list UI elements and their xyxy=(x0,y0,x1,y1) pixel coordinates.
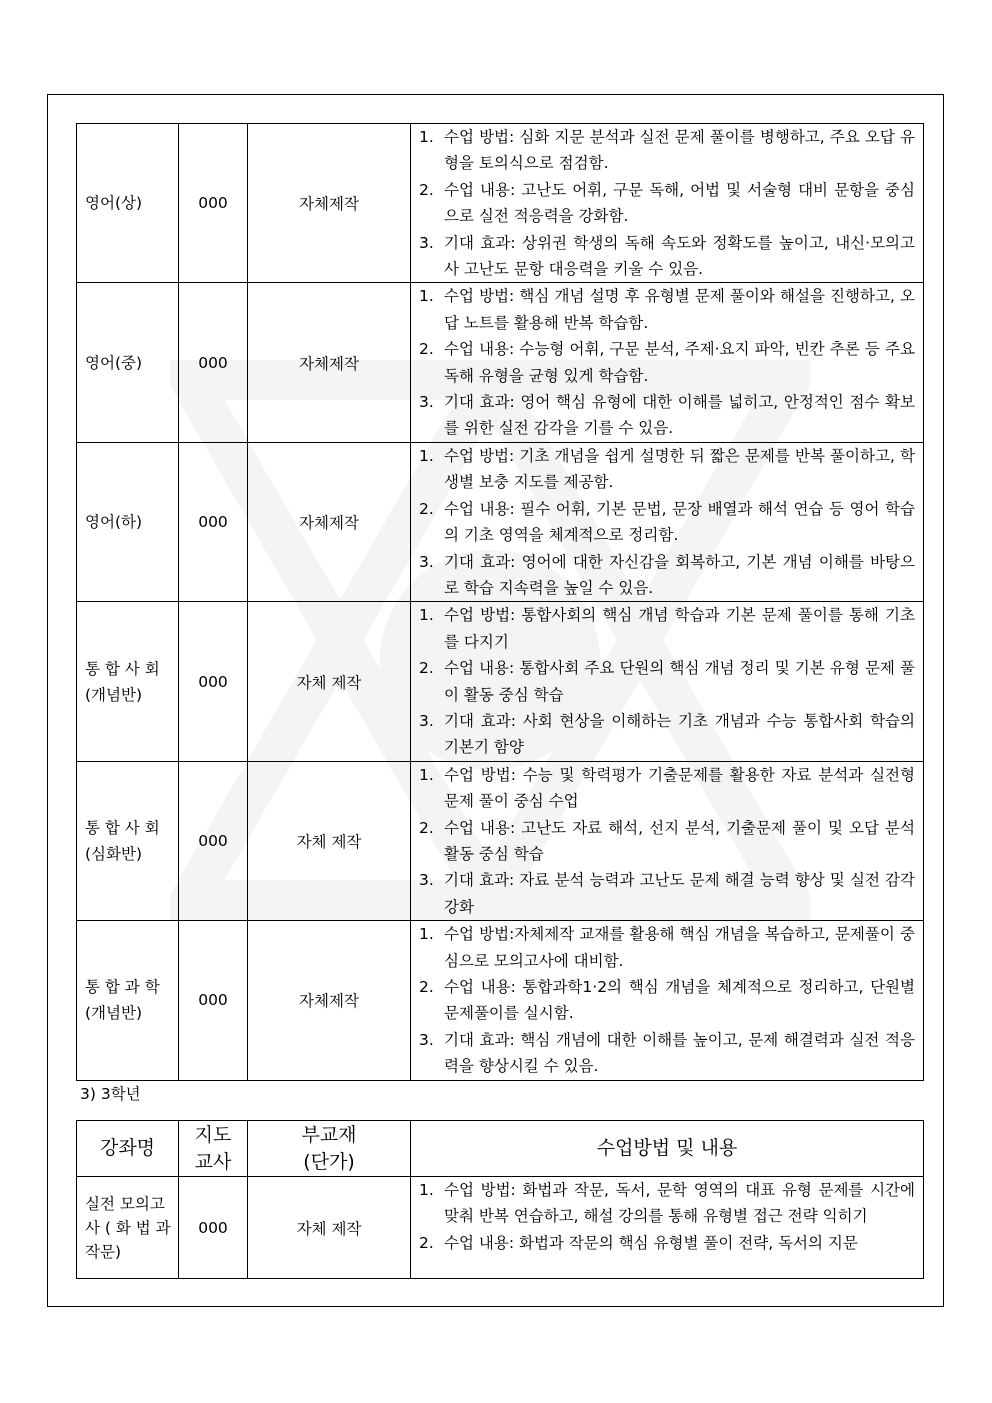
description-item xyxy=(417,549,915,602)
table-row xyxy=(77,283,924,442)
section-title: 3) 3학년 xyxy=(80,1085,141,1103)
description-cell xyxy=(411,921,924,1080)
item-text: 수업 내용: 고난도 자료 해석, 선지 분석, 기출문제 풀이 및 오답 분석 활동 중심 학습 xyxy=(444,818,915,863)
table-header-row xyxy=(77,1121,924,1177)
table-row xyxy=(77,124,924,283)
course-name-cell xyxy=(77,1177,179,1279)
description-list xyxy=(417,921,915,1079)
description-cell xyxy=(411,124,924,283)
item-text: 수업 방법: 통합사회의 핵심 개념 학습과 기본 문제 풀이를 통해 기초를 다지기 xyxy=(444,606,915,651)
header-material-line2: (단가) xyxy=(303,1150,355,1173)
item-number: 2. xyxy=(419,1233,434,1252)
item-number: 2. xyxy=(419,499,434,518)
item-number: 1. xyxy=(419,287,434,306)
description-list xyxy=(417,602,915,760)
item-text: 기대 효과: 상위권 학생의 독해 속도와 정확도를 높이고, 내신·모의고사 고난도 문항 대응력을 키울 수 있음. xyxy=(444,233,915,279)
item-text: 수업 내용: 필수 어휘, 기본 문법, 문장 배열과 해석 연습 등 영어 학습의 기초 영역을 체계적으로 정리함. xyxy=(444,499,915,545)
item-number: 2. xyxy=(419,818,434,837)
item-number: 3. xyxy=(419,711,434,730)
description-item xyxy=(417,283,915,336)
material-cell: 자체 제작 xyxy=(248,602,411,761)
material-cell: 자체제작 xyxy=(248,921,411,1080)
item-number: 1. xyxy=(419,606,434,625)
description-cell xyxy=(411,442,924,601)
teacher-cell: 000 xyxy=(179,921,248,1080)
item-text: 수업 방법: 수능 및 학력평가 기출문제를 활용한 자료 분석과 실전형 문제 풀이 중심 수업 xyxy=(444,765,915,811)
description-item xyxy=(417,124,915,177)
item-number: 2. xyxy=(419,978,434,996)
description-list xyxy=(417,762,915,920)
header-material xyxy=(248,1121,411,1177)
item-text: 수업 내용: 통합사회 주요 단원의 핵심 개념 정리 및 기본 유형 문제 풀이 활동 중심 학습 xyxy=(444,659,915,704)
item-text: 수업 방법:자체제작 교재를 활용해 핵심 개념을 복습하고, 문제풀이 중심으로 모의고사에 대비함. xyxy=(444,925,915,970)
teacher-cell: 000 xyxy=(179,124,248,283)
description-item xyxy=(417,655,915,708)
item-number: 1. xyxy=(419,925,434,944)
course-name-line: 작문) xyxy=(85,1242,121,1261)
course-name-cell xyxy=(77,761,179,920)
description-cell xyxy=(411,283,924,442)
description-item xyxy=(417,230,915,283)
item-number: 2. xyxy=(419,180,434,199)
teacher-cell: 000 xyxy=(179,1177,248,1279)
header-course-name xyxy=(77,1121,179,1177)
header-teacher xyxy=(179,1121,248,1177)
course-name-line: 영어(상) xyxy=(85,194,143,213)
header-teacher-line1: 지도 xyxy=(194,1123,232,1146)
description-item xyxy=(417,177,915,230)
item-number: 1. xyxy=(419,446,434,465)
description-item xyxy=(417,974,915,1027)
course-name-line: 통 합 사 회 xyxy=(85,659,160,678)
item-text: 수업 방법: 핵심 개념 설명 후 유형별 문제 풀이와 해설을 진행하고, 오답 노트를 활용해 반복 학습함. xyxy=(444,287,915,332)
item-text: 기대 효과: 자료 분석 능력과 고난도 문제 해결 능력 향상 및 실전 감각 강화 xyxy=(444,871,915,916)
course-name-cell xyxy=(77,124,179,283)
teacher-cell: 000 xyxy=(179,761,248,920)
course-name-line: (개념반) xyxy=(85,1004,143,1023)
description-list xyxy=(417,124,915,282)
material-cell: 자체 제작 xyxy=(248,761,411,920)
header-material-line1: 부교재 xyxy=(301,1123,357,1146)
table-row xyxy=(77,602,924,761)
teacher-cell: 000 xyxy=(179,602,248,761)
item-text: 수업 방법: 심화 지문 분석과 실전 문제 풀이를 병행하고, 주요 오답 유형을 토의식으로 점검함. xyxy=(444,128,915,173)
item-number: 2. xyxy=(419,659,434,678)
item-text: 수업 방법: 화법과 작문, 독서, 문학 영역의 대표 유형 문제를 시간에 맞춰 반복 연습하고, 해설 강의를 통해 유형별 접근 전략 익히기 xyxy=(444,1181,915,1226)
item-number: 1. xyxy=(419,128,434,146)
description-item xyxy=(417,389,915,442)
description-item xyxy=(417,1027,915,1080)
description-item xyxy=(417,815,915,868)
course-name-cell xyxy=(77,283,179,442)
table-row xyxy=(77,442,924,601)
description-item xyxy=(417,762,915,815)
item-text: 기대 효과: 영어에 대한 자신감을 회복하고, 기본 개념 이해를 바탕으로 학습 지속력을 높일 수 있음. xyxy=(444,552,915,597)
course-table-2nd-grade xyxy=(76,123,924,1081)
material-cell: 자체제작 xyxy=(248,283,411,442)
description-item xyxy=(417,1177,915,1230)
description-item xyxy=(417,602,915,655)
course-name-cell xyxy=(77,602,179,761)
header-teacher-line2: 교사 xyxy=(194,1150,232,1173)
item-number: 2. xyxy=(419,340,434,359)
item-text: 기대 효과: 사회 현상을 이해하는 기초 개념과 수능 통합사회 학습의 기본기 함양 xyxy=(444,711,915,757)
material-cell: 자체제작 xyxy=(248,124,411,283)
item-number: 3. xyxy=(419,871,434,890)
table-row xyxy=(77,921,924,1080)
item-text: 수업 내용: 화법과 작문의 핵심 유형별 풀이 전략, 독서의 지문 xyxy=(444,1233,858,1252)
table-row xyxy=(77,761,924,920)
course-table-3rd-grade xyxy=(76,1120,924,1279)
header-description xyxy=(411,1121,924,1177)
course-name-line: 통 합 사 회 xyxy=(85,818,160,837)
description-cell xyxy=(411,602,924,761)
course-name-cell xyxy=(77,442,179,601)
description-item xyxy=(417,336,915,389)
item-number: 3. xyxy=(419,393,434,412)
course-name-line: 영어(중) xyxy=(85,353,143,372)
item-number: 3. xyxy=(419,552,434,571)
header-course-name-text: 강좌명 xyxy=(99,1137,156,1159)
description-list xyxy=(417,283,915,441)
header-description-text: 수업방법 및 내용 xyxy=(596,1137,738,1159)
course-name-cell xyxy=(77,921,179,1080)
description-cell xyxy=(411,761,924,920)
item-text: 기대 효과: 영어 핵심 유형에 대한 이해를 넓히고, 안정적인 점수 확보를 위한 실전 감각을 기를 수 있음. xyxy=(444,393,915,438)
course-name-line: (개념반) xyxy=(85,685,143,704)
description-cell xyxy=(411,1177,924,1279)
item-text: 기대 효과: 핵심 개념에 대한 이해를 높이고, 문제 해결력과 실전 적응력을 향상시킬 수 있음. xyxy=(444,1030,915,1076)
description-list xyxy=(417,443,915,601)
item-text: 수업 내용: 수능형 어휘, 구문 분석, 주제·요지 파악, 빈칸 추론 등 주요 독해 유형을 균형 있게 학습함. xyxy=(444,340,915,385)
item-number: 3. xyxy=(419,1030,434,1049)
item-number: 1. xyxy=(419,765,434,784)
table-row xyxy=(77,1177,924,1279)
item-number: 3. xyxy=(419,233,434,252)
course-name-line: 통 합 과 학 xyxy=(85,978,160,997)
course-name-line: 사 ( 화 법 과 xyxy=(85,1218,171,1237)
description-item xyxy=(417,867,915,920)
teacher-cell: 000 xyxy=(179,283,248,442)
description-item xyxy=(417,1230,915,1256)
description-item xyxy=(417,708,915,761)
course-name-line: 실전 모의고 xyxy=(85,1194,165,1213)
item-text: 수업 내용: 고난도 어휘, 구문 독해, 어법 및 서술형 대비 문항을 중심으로 실전 적응력을 강화함. xyxy=(444,180,915,226)
description-item xyxy=(417,443,915,496)
course-name-line: 영어(하) xyxy=(85,513,143,532)
description-item xyxy=(417,921,915,974)
item-text: 수업 내용: 통합과학1·2의 핵심 개념을 체계적으로 정리하고, 단원별 문제풀이를 실시함. xyxy=(444,978,915,1023)
teacher-cell: 000 xyxy=(179,442,248,601)
material-cell: 자체제작 xyxy=(248,442,411,601)
course-name-line: (심화반) xyxy=(85,844,143,863)
description-list xyxy=(417,1177,915,1256)
item-number: 1. xyxy=(419,1181,434,1199)
item-text: 수업 방법: 기초 개념을 쉽게 설명한 뒤 짧은 문제를 반복 풀이하고, 학생별 보충 지도를 제공함. xyxy=(444,446,915,492)
material-cell: 자체 제작 xyxy=(248,1177,411,1279)
description-item xyxy=(417,496,915,549)
